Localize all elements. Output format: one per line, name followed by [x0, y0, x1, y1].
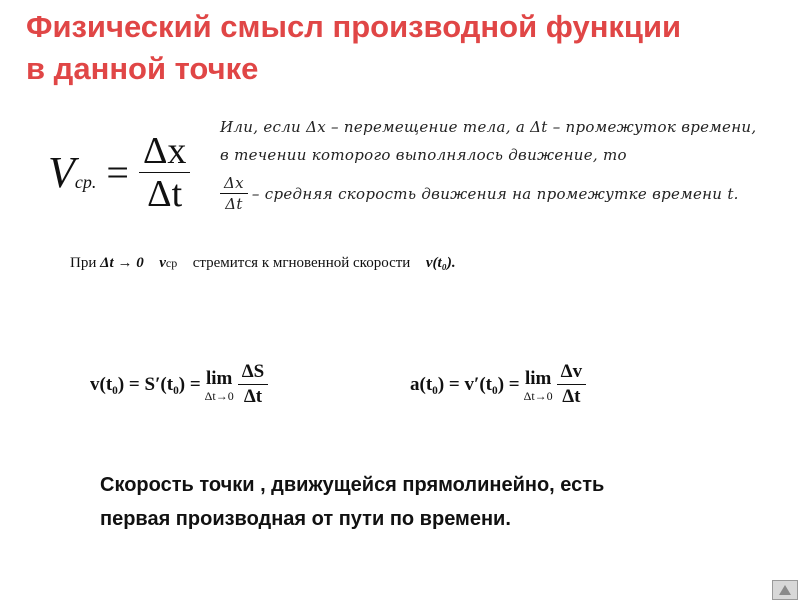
limit-sentence — [70, 255, 456, 272]
velocity-fraction-numerator: ΔS — [241, 361, 265, 382]
explanation-note — [220, 113, 780, 214]
title-line-1: Физический смысл производной функции — [26, 9, 682, 44]
velocity-limit — [205, 368, 234, 402]
velocity-formula-lhs: v(t₀) = S′(t₀) = — [90, 373, 201, 395]
fraction-numerator: Δx — [142, 129, 187, 172]
triangle-up-icon — [778, 584, 792, 596]
avg-velocity-var: v — [159, 255, 166, 271]
note-fraction-numerator: Δx — [224, 174, 244, 192]
avg-velocity-subscript: ср. — [74, 171, 97, 192]
title-line-2: в данной точке — [26, 51, 259, 86]
acceleration-derivative-formula — [410, 360, 586, 409]
lim-condition: Δt→0 — [523, 388, 553, 403]
velocity-derivative-formula — [90, 360, 268, 409]
velocity-fraction — [238, 360, 268, 409]
lim-operator: lim — [206, 367, 233, 389]
average-velocity-formula — [48, 129, 190, 215]
limit-middle-text: стремится к мгновенной скорости — [192, 255, 411, 271]
avg-velocity-var-subscript: ср — [165, 256, 178, 270]
conclusion-line-1: Скорость точки , движущейся прямолинейно, есть — [100, 474, 605, 496]
note-fraction — [220, 173, 248, 214]
note-line-3 — [220, 173, 780, 214]
equals-sign: = — [106, 149, 129, 195]
note-line-3-text: – средняя скорость движения на промежутке времени t. — [251, 184, 739, 203]
note-line-2: в течении которого выполнялось движение, то — [220, 146, 627, 164]
avg-velocity-fraction — [139, 130, 190, 215]
lim-condition: Δt→0 — [204, 388, 234, 403]
limit-prefix: При — [70, 255, 97, 271]
lim-operator: lim — [524, 367, 552, 389]
nav-up-button[interactable] — [772, 580, 798, 600]
note-fraction-denominator: Δt — [225, 195, 243, 213]
acceleration-formula-lhs: a(t₀) = v′(t₀) = — [410, 373, 520, 395]
conclusion-text — [100, 468, 760, 536]
acceleration-fraction-numerator: Δv — [560, 361, 583, 382]
note-line-1: Или, если Δx – перемещение тела, а Δt – промежуток времени, — [220, 118, 757, 136]
acceleration-fraction-denominator: Δt — [562, 386, 581, 407]
conclusion-line-2: первая производная от пути по времени. — [100, 508, 511, 530]
acceleration-limit — [524, 368, 553, 402]
acceleration-fraction — [557, 360, 586, 409]
fraction-denominator: Δt — [147, 172, 183, 215]
instant-velocity: v(t₀). — [425, 255, 456, 271]
avg-velocity-symbol: V — [48, 147, 75, 197]
slide-title — [26, 6, 786, 90]
velocity-fraction-denominator: Δt — [243, 386, 263, 407]
limit-condition: Δt → 0 — [100, 255, 144, 271]
